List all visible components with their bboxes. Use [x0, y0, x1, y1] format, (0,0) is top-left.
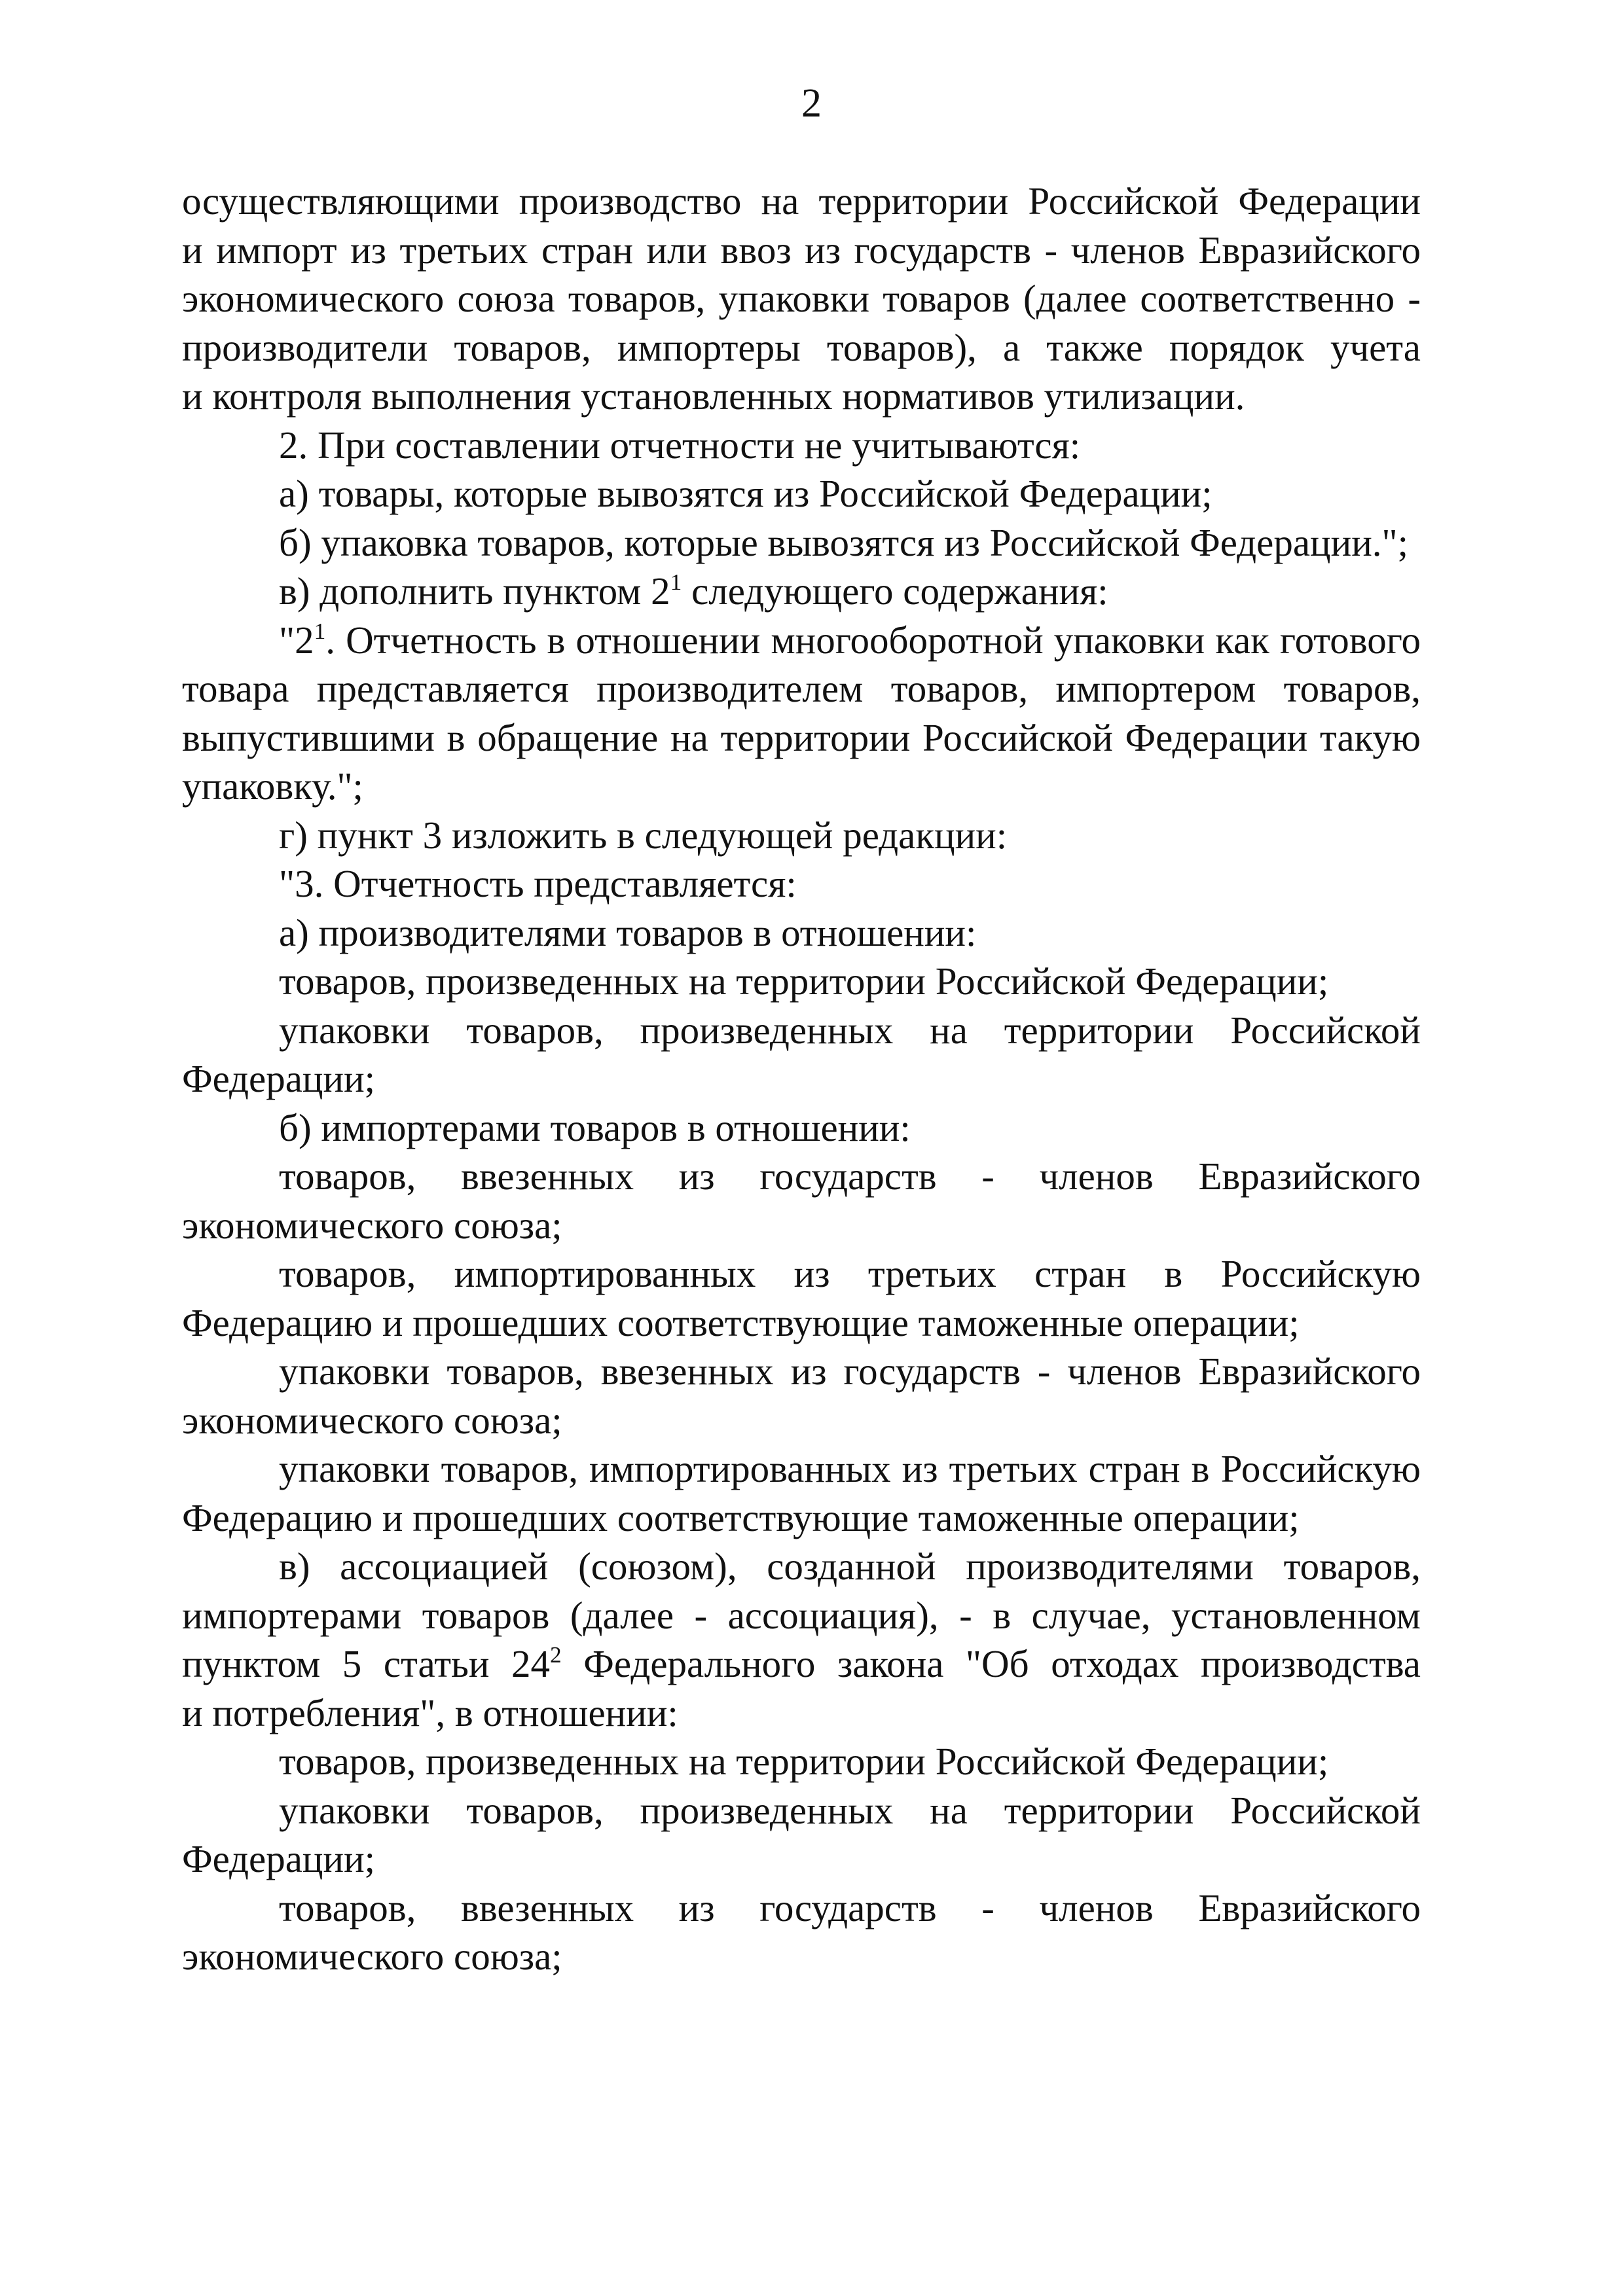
document-body — [182, 177, 1421, 1981]
text-line: упаковки товаров, произведенных на территории Российской — [279, 1788, 1421, 1832]
superscript: 2 — [550, 1641, 562, 1668]
text-line: Федерацию и прошедших соответствующие таможенные операции; — [182, 1496, 1300, 1539]
text-line: импортерами товаров (далее - ассоциация), - в случае, установленном — [182, 1593, 1421, 1637]
text-line: Федерации; — [182, 1057, 376, 1100]
text-line: упаковки товаров, ввезенных из государств - членов Евразийского — [279, 1350, 1421, 1393]
text-line: и импорт из третьих стран или ввоз из государств - членов Евразийского — [182, 228, 1421, 272]
text-line: товаров, ввезенных из государств - членов Евразийского — [279, 1886, 1421, 1929]
text-line: 2. При составлении отчетности не учитываются: — [279, 423, 1081, 467]
text-line: и потребления", в отношении: — [182, 1691, 678, 1734]
text-line: экономического союза; — [182, 1398, 562, 1442]
text-run: . Отчетность в отношении многооборотной упаковки как готового — [325, 618, 1421, 662]
text-line: Федерацию и прошедших соответствующие таможенные операции; — [182, 1300, 1300, 1344]
text-line: а) производителями товаров в отношении: — [279, 910, 977, 954]
text-line — [182, 567, 1421, 616]
text-line: в) ассоциацией (союзом), созданной производителями товаров, — [279, 1545, 1421, 1588]
text-line — [182, 1640, 1421, 1689]
text-line — [182, 616, 1421, 665]
text-run: следующего содержания: — [682, 569, 1108, 613]
text-run: "2 — [279, 618, 314, 662]
text-line: и контроля выполнения установленных нормативов утилизации. — [182, 374, 1245, 418]
page-number: 2 — [801, 81, 822, 126]
text-line: б) импортерами товаров в отношении: — [279, 1105, 911, 1149]
text-line: товаров, импортированных из третьих стран в Российскую — [279, 1252, 1421, 1295]
text-line: товаров, произведенных на территории Российской Федерации; — [279, 960, 1329, 1003]
text-line: "3. Отчетность представляется: — [279, 862, 797, 905]
text-line: упаковку."; — [182, 764, 363, 808]
text-line: товаров, ввезенных из государств - членов Евразийского — [279, 1155, 1421, 1198]
text-line: а) товары, которые вывозятся из Российской Федерации; — [279, 472, 1213, 515]
text-line: товаров, произведенных на территории Российской Федерации; — [279, 1740, 1329, 1783]
text-line: экономического союза; — [182, 1935, 562, 1978]
superscript: 1 — [670, 569, 682, 596]
text-line: осуществляющими производство на территории Российской Федерации — [182, 179, 1421, 223]
text-line: г) пункт 3 изложить в следующей редакции: — [279, 813, 1008, 857]
text-line: упаковки товаров, произведенных на территории Российской — [279, 1008, 1421, 1052]
text-line: Федерации; — [182, 1837, 376, 1880]
text-line: б) упаковка товаров, которые вывозятся из Российской Федерации."; — [279, 520, 1409, 564]
text-line: выпустившими в обращение на территории Российской Федерации такую — [182, 715, 1421, 759]
text-run: пунктом 5 статьи 24 — [182, 1642, 551, 1685]
text-line: товара представляется производителем товаров, импортером товаров, — [182, 667, 1421, 710]
text-run: в) дополнить пунктом 2 — [279, 569, 670, 613]
text-line: экономического союза; — [182, 1203, 562, 1247]
text-line: упаковки товаров, импортированных из третьих стран в Российскую — [279, 1447, 1421, 1490]
text-run: Федерального закона "Об отходах производства — [561, 1642, 1421, 1685]
text-line: экономического союза товаров, упаковки товаров (далее соответственно - — [182, 277, 1421, 320]
text-line: производители товаров, импортеры товаров), а также порядок учета — [182, 325, 1421, 369]
superscript: 1 — [314, 617, 326, 644]
